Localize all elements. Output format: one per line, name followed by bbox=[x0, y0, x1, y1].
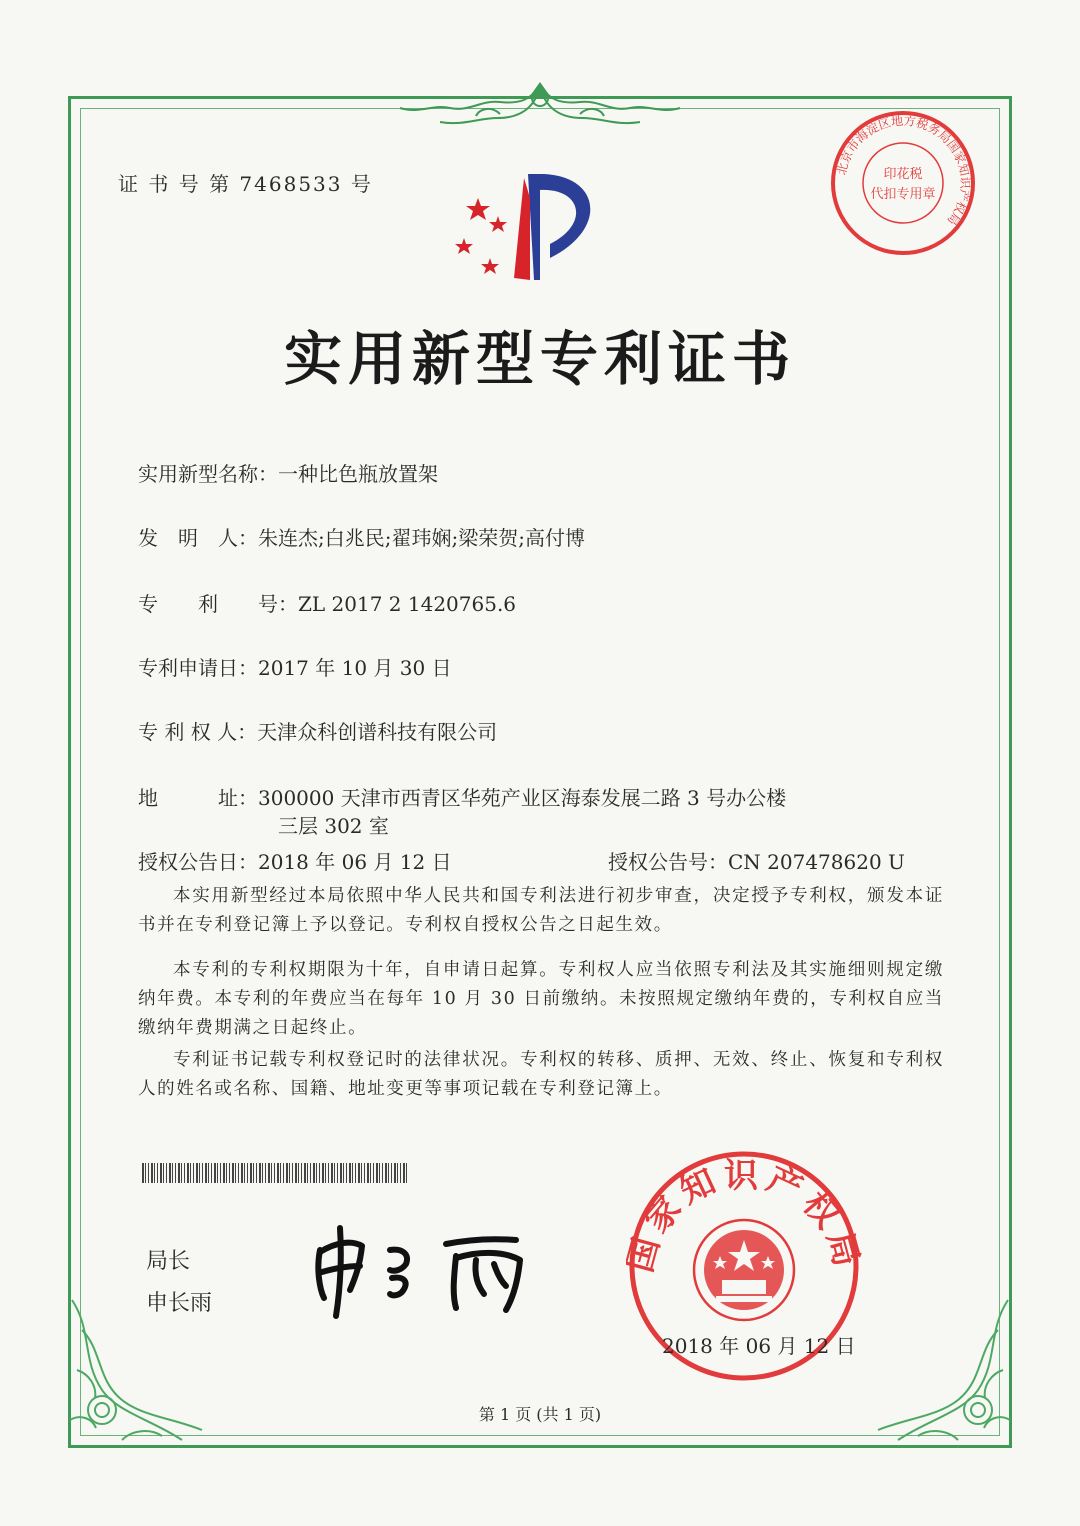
field-label: 实用新型名称： bbox=[138, 462, 278, 486]
field-value: 一种比色瓶放置架 bbox=[278, 462, 438, 486]
field-address bbox=[138, 782, 786, 811]
barcode bbox=[142, 1163, 408, 1183]
field-patentee bbox=[138, 716, 497, 745]
body-paragraph-1: 本实用新型经过本局依照中华人民共和国专利法进行初步审查，决定授予专利权，颁发本证书并在专利登记簿上予以登记。专利权自授权公告之日起生效。 bbox=[138, 886, 944, 935]
field-application-date bbox=[138, 652, 452, 681]
tax-seal-ring-text: 北京市海淀区地方税务局国家知识产权局 bbox=[834, 113, 973, 228]
page-number: 第 1 页 (共 1 页) bbox=[478, 1405, 602, 1424]
field-label: 发 明 人： bbox=[138, 526, 258, 550]
field-grant-date bbox=[138, 846, 452, 875]
director-title: 局长 bbox=[146, 1249, 191, 1274]
field-label: 授权公告号： bbox=[608, 850, 728, 874]
seal-date: 2018 年 06 月 12 日 bbox=[662, 1334, 856, 1358]
field-grant-number bbox=[608, 846, 905, 875]
patent-office-logo bbox=[450, 168, 620, 288]
tax-seal-center-2: 代扣专用章 bbox=[870, 187, 936, 202]
field-value: 朱连杰;白兆民;翟玮娴;梁荣贺;高付博 bbox=[258, 526, 585, 550]
director-name: 申长雨 bbox=[146, 1291, 213, 1316]
field-value: 2018 年 06 月 12 日 bbox=[258, 850, 452, 874]
field-label: 专 利 权 人： bbox=[138, 720, 258, 744]
tax-seal bbox=[828, 108, 978, 258]
field-inventors bbox=[138, 522, 585, 551]
top-ornament bbox=[380, 78, 700, 134]
handwritten-signature bbox=[306, 1220, 546, 1320]
field-value: 2017 年 10 月 30 日 bbox=[258, 656, 452, 680]
field-patent-number bbox=[138, 588, 516, 617]
field-utility-model-name bbox=[138, 458, 438, 487]
field-label: 授权公告日： bbox=[138, 850, 258, 874]
body-paragraph-3: 专利证书记载专利权登记时的法律状况。专利权的转移、质押、无效、终止、恢复和专利权人的姓名或名称、国籍、地址变更等事项记载在专利登记簿上。 bbox=[138, 1050, 944, 1099]
tax-seal-center-1: 印花税 bbox=[883, 167, 923, 182]
field-address-line2: 三层 302 室 bbox=[278, 814, 389, 838]
bottom-right-ornament bbox=[868, 1290, 1018, 1460]
body-paragraph-2: 本专利的专利权期限为十年，自申请日起算。专利权人应当依照专利法及其实施细则规定缴纳年费。本专利的年费应当在每年 10 月 30 日前缴纳。未按照规定缴纳年费的，专利权自应当缴纳年费期满之日起终止。 bbox=[138, 960, 944, 1038]
certificate-number: 证 书 号 第 7468533 号 bbox=[118, 172, 373, 196]
field-label: 专 利 号： bbox=[138, 592, 298, 616]
field-label: 地 址： bbox=[138, 786, 258, 810]
field-value: 天津众科创谱科技有限公司 bbox=[257, 720, 498, 744]
field-value: ZL 2017 2 1420765.6 bbox=[298, 592, 517, 616]
field-value: CN 207478620 U bbox=[728, 850, 905, 874]
field-value: 300000 天津市西青区华苑产业区海泰发展二路 3 号办公楼 bbox=[258, 786, 787, 810]
national-seal-ring-text: 家知识产权 bbox=[637, 1155, 851, 1241]
certificate-title: 实用新型专利证书 bbox=[283, 325, 796, 393]
field-label: 专利申请日： bbox=[138, 656, 258, 680]
